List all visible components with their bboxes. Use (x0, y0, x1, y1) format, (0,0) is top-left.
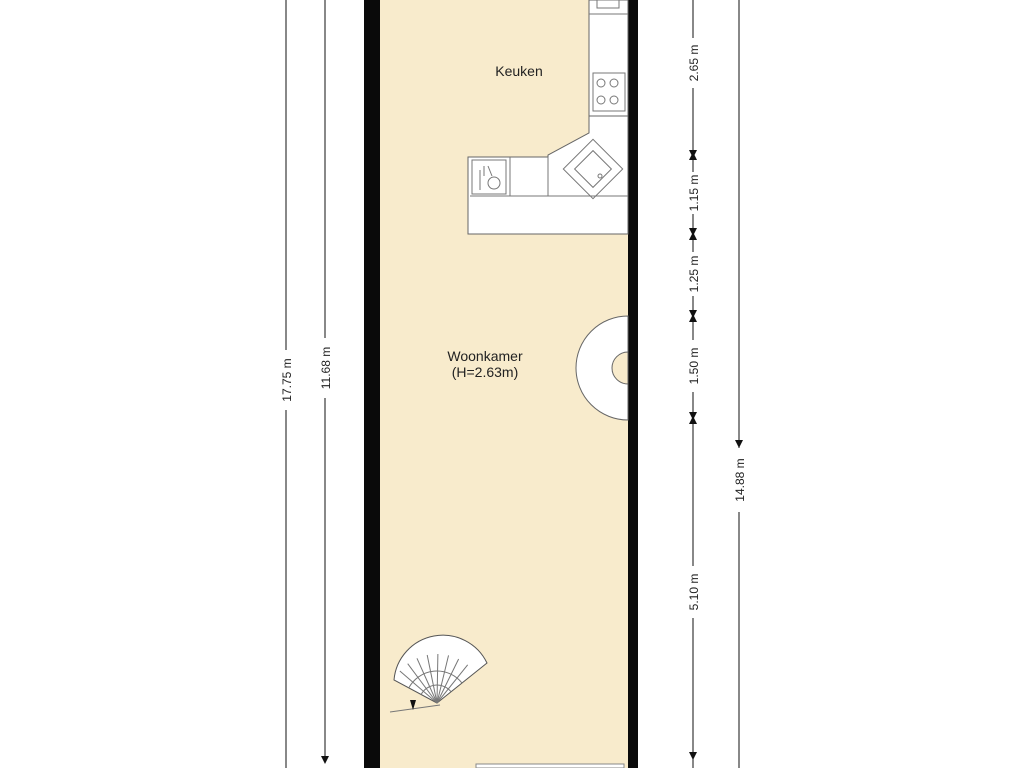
dimension-label-segment-4: 1.50 m (687, 347, 701, 385)
dimension-interior-length (319, 0, 333, 764)
room-height-woonkamer: (H=2.63m) (451, 364, 519, 380)
door-threshold (476, 764, 624, 768)
dimension-label-segment-1: 2.65 m (687, 44, 701, 82)
room-label-keuken: Keuken (495, 63, 543, 79)
dimension-label-segment-5: 5.10 m (687, 573, 701, 611)
dimension-label-segment-2: 1.15 m (687, 174, 701, 212)
dimension-label-overall: 17.75 m (280, 358, 294, 402)
room-label-woonkamer: Woonkamer (447, 348, 523, 364)
dimension-label-interior: 11.68 m (319, 346, 333, 390)
dimension-label-right-total: 14.88 m (733, 458, 747, 502)
right-wall (628, 0, 638, 768)
dimension-label-segment-3: 1.25 m (687, 255, 701, 293)
dimension-segments (687, 0, 701, 768)
dimension-overall-length (280, 0, 294, 768)
dimension-right-total (733, 0, 747, 768)
left-wall (364, 0, 380, 768)
